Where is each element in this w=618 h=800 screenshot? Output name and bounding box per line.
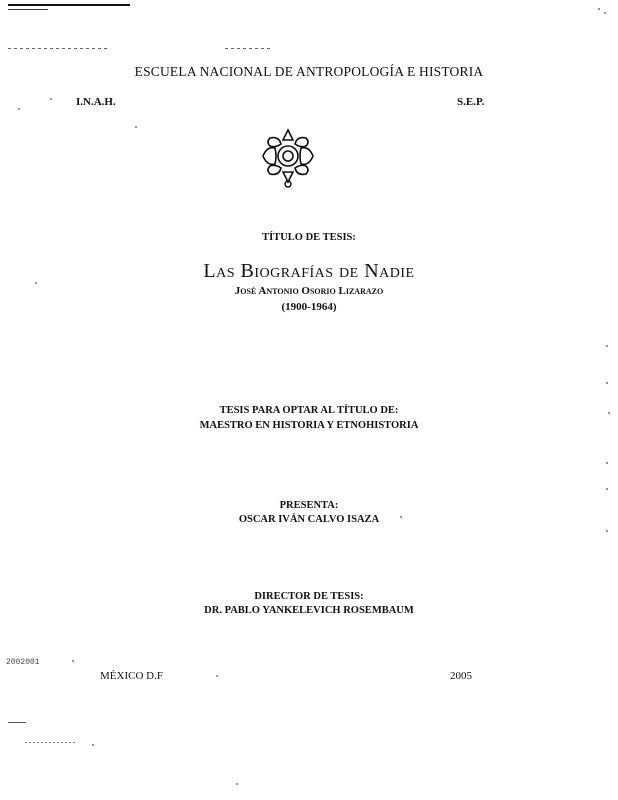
- thesis-subtitle: José Antonio Osorio Lizarazo: [234, 285, 384, 297]
- degree-line-2: MAESTRO EN HISTORIA Y ETNOHISTORIA: [199, 420, 419, 431]
- director-label: DIRECTOR DE TESIS:: [254, 591, 364, 602]
- scan-top-rule: [8, 4, 130, 6]
- ornamental-seal-icon: [253, 126, 323, 188]
- scan-speck: [606, 382, 608, 384]
- scan-speck: [236, 783, 238, 785]
- right-institution: S.E.P.: [457, 96, 485, 108]
- presenter-label: PRESENTA:: [279, 500, 339, 511]
- scan-dash: [225, 48, 273, 49]
- scan-dash: [8, 48, 108, 49]
- scan-speck: [606, 530, 608, 532]
- director-name: DR. PABLO YANKELEVICH ROSEMBAUM: [204, 605, 414, 616]
- scan-speck: [50, 98, 52, 100]
- scan-speck: [92, 744, 94, 746]
- city: MÉXICO D.F: [100, 670, 163, 682]
- scan-speck: [606, 488, 608, 490]
- thesis-label: TÍTULO DE TESIS:: [262, 232, 356, 243]
- margin-code: 2002001: [6, 658, 40, 667]
- scan-top-rule-short: [8, 9, 48, 10]
- school-name: ESCUELA NACIONAL DE ANTROPOLOGÍA E HISTORIA: [134, 64, 484, 79]
- scan-dash: [8, 722, 26, 723]
- scan-speck: [216, 675, 218, 677]
- thesis-years: (1900-1964): [281, 301, 337, 313]
- presenter-name: OSCAR IVÁN CALVO ISAZA: [238, 514, 380, 525]
- year: 2005: [450, 670, 472, 682]
- scan-speck: [18, 108, 20, 110]
- scan-speck: [606, 345, 608, 347]
- scan-speck: [598, 8, 600, 10]
- scan-speck: [604, 12, 606, 14]
- scan-dash: [25, 742, 75, 743]
- degree-line-1: TESIS PARA OPTAR AL TÍTULO DE:: [219, 405, 399, 416]
- left-institution: I.N.A.H.: [76, 96, 116, 108]
- scan-speck: [606, 462, 608, 464]
- scan-speck: [135, 126, 137, 128]
- thesis-title: Las Biografías de Nadie: [203, 260, 415, 282]
- scan-speck: [72, 660, 74, 662]
